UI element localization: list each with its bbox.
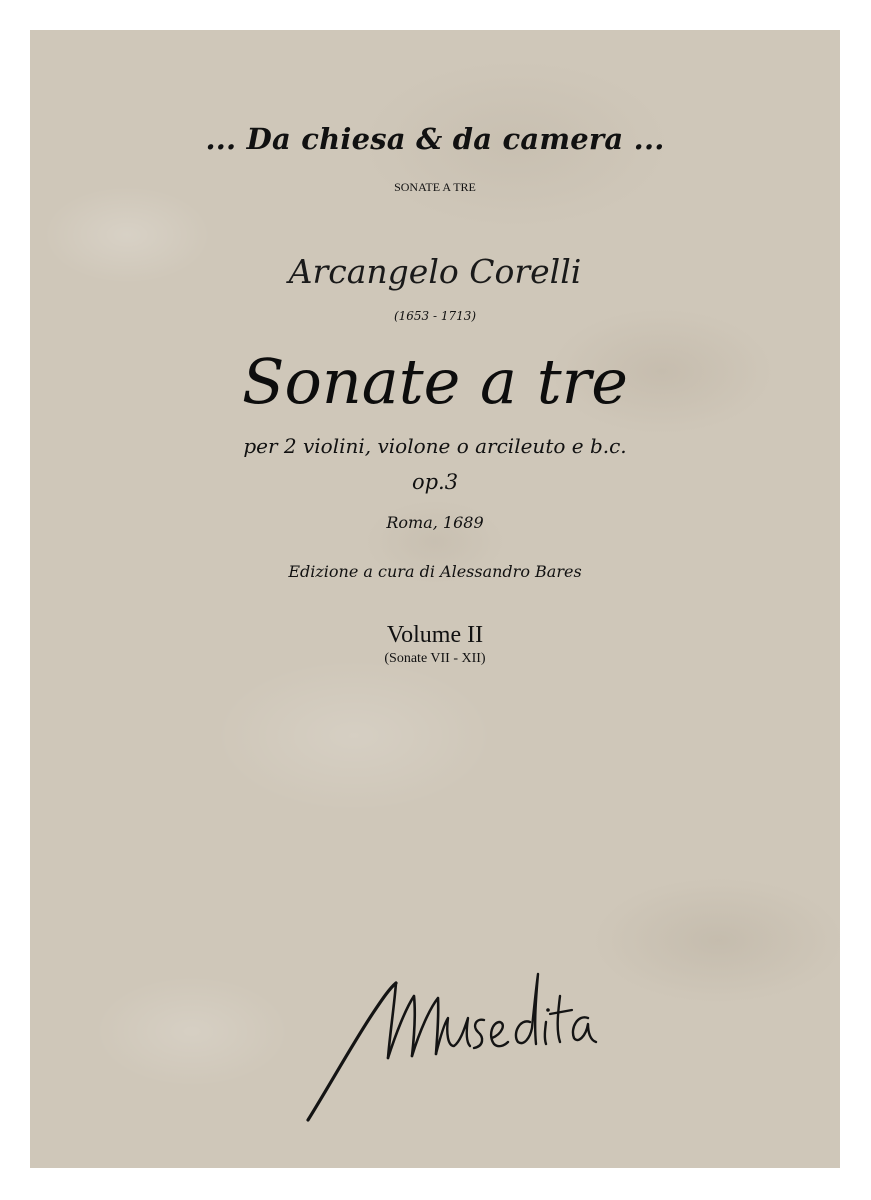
volume-contents: (Sonate VII - XII): [384, 651, 486, 666]
work-title: Sonate a tre: [242, 345, 628, 418]
opus-number: op.3: [411, 470, 459, 494]
place-and-year: Roma, 1689: [386, 513, 484, 532]
composer-name: Arcangelo Corelli: [288, 252, 582, 291]
instrumentation: per 2 violini, violone o arcileuto e b.c.: [243, 434, 627, 458]
musedita-logo-icon: [298, 938, 598, 1128]
volume-label: Volume II: [386, 622, 484, 648]
editor-credit: Edizione a cura di Alessandro Bares: [288, 562, 582, 581]
series-title: ... Da chiesa & da camera ...: [205, 122, 665, 156]
score-cover-page: [30, 30, 840, 1168]
composer-dates: (1653 - 1713): [393, 309, 477, 323]
series-subtitle: SONATE A TRE: [394, 180, 476, 194]
